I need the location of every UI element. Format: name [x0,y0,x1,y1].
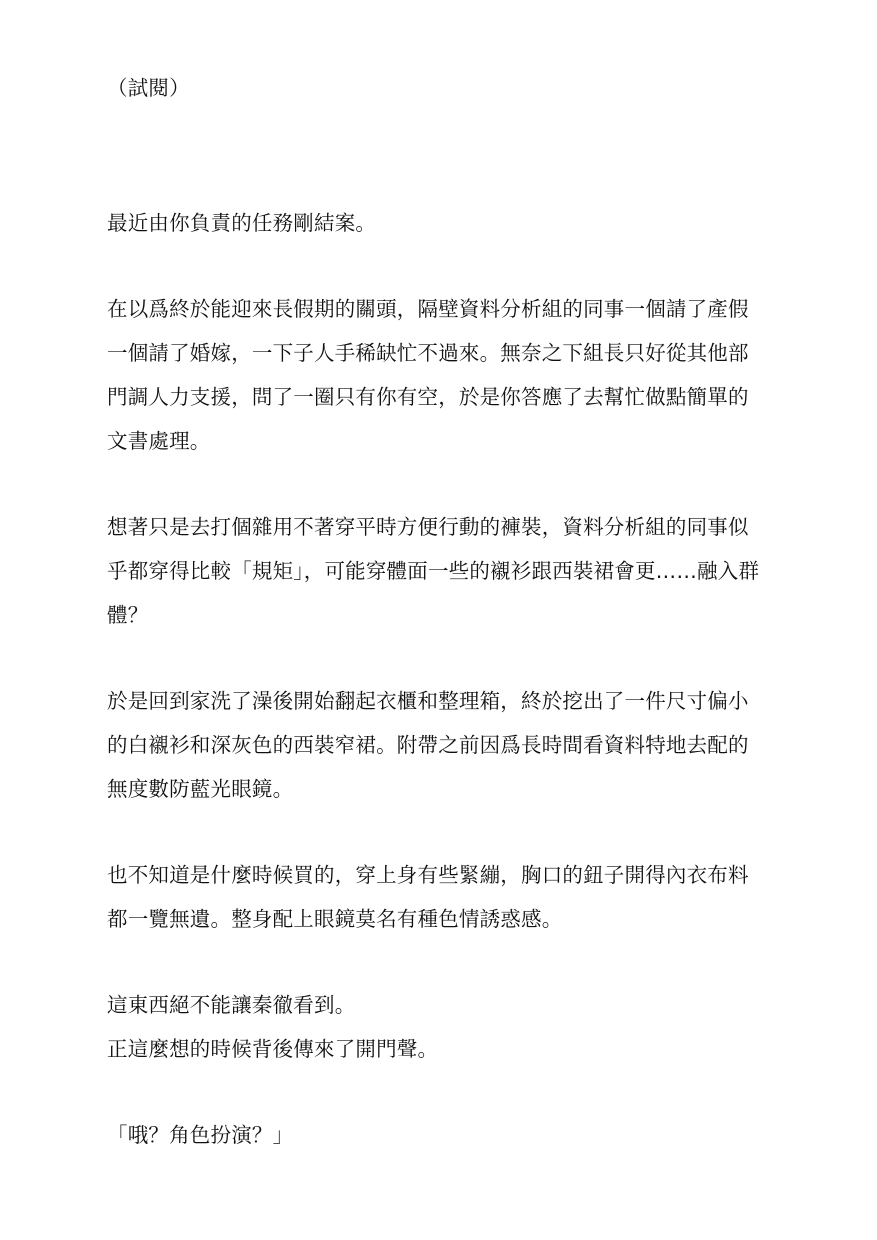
spacer [107,637,757,679]
paragraph-4 [107,679,757,811]
spacer [107,245,757,287]
text-line: 想著只是去打個雜用不著穿平時方便行動的褲裝，資料分析組的同事似 [107,515,749,539]
spacer [107,1071,757,1113]
paragraph-7 [107,1113,757,1157]
text-line: 在以爲終於能迎來長假期的關頭，隔壁資料分析組的同事一個請了產假 [107,297,749,321]
text-line: 也不知道是什麼時候買的，穿上身有些緊繃，胸口的鈕子開得內衣布料 [107,863,749,887]
text-line: 乎都穿得比較「規矩」，可能穿體面一些的襯衫跟西裝裙會更……融入群 [107,559,760,583]
paragraph-3 [107,505,760,637]
paragraph-2 [107,287,757,463]
text-line: 文書處理。 [107,429,211,453]
spacer [107,941,757,983]
text-line: 「哦？角色扮演？」 [107,1123,294,1147]
text-line: 都一覽無遺。整身配上眼鏡莫名有種色情誘惑感。 [107,907,563,931]
text-line: 這東西絕不能讓秦徹看到。 [107,993,356,1017]
text-line: 最近由你負責的任務剛結案。 [107,211,377,235]
paragraph-6 [107,983,757,1071]
text-line: 一個請了婚嫁，一下子人手稀缺忙不過來。無奈之下組長只好從其他部 [107,341,749,365]
text-line: 正這麼想的時候背後傳來了開門聲。 [107,1037,439,1061]
spacer [107,463,757,505]
text-line: 於是回到家洗了澡後開始翻起衣櫃和整理箱，終於挖出了一件尺寸偏小 [107,689,749,713]
text-line: 體？ [107,603,149,627]
spacer [107,811,757,853]
document-page [107,66,760,1157]
paragraph-1 [107,201,757,245]
spacer [107,110,757,201]
document-header: （試閱） [107,76,190,100]
text-line: 的白襯衫和深灰色的西裝窄裙。附帶之前因爲長時間看資料特地去配的 [107,733,749,757]
text-line: 無度數防藍光眼鏡。 [107,777,294,801]
paragraph-5 [107,853,757,941]
text-line: 門調人力支援，問了一圈只有你有空，於是你答應了去幫忙做點簡單的 [107,385,749,409]
